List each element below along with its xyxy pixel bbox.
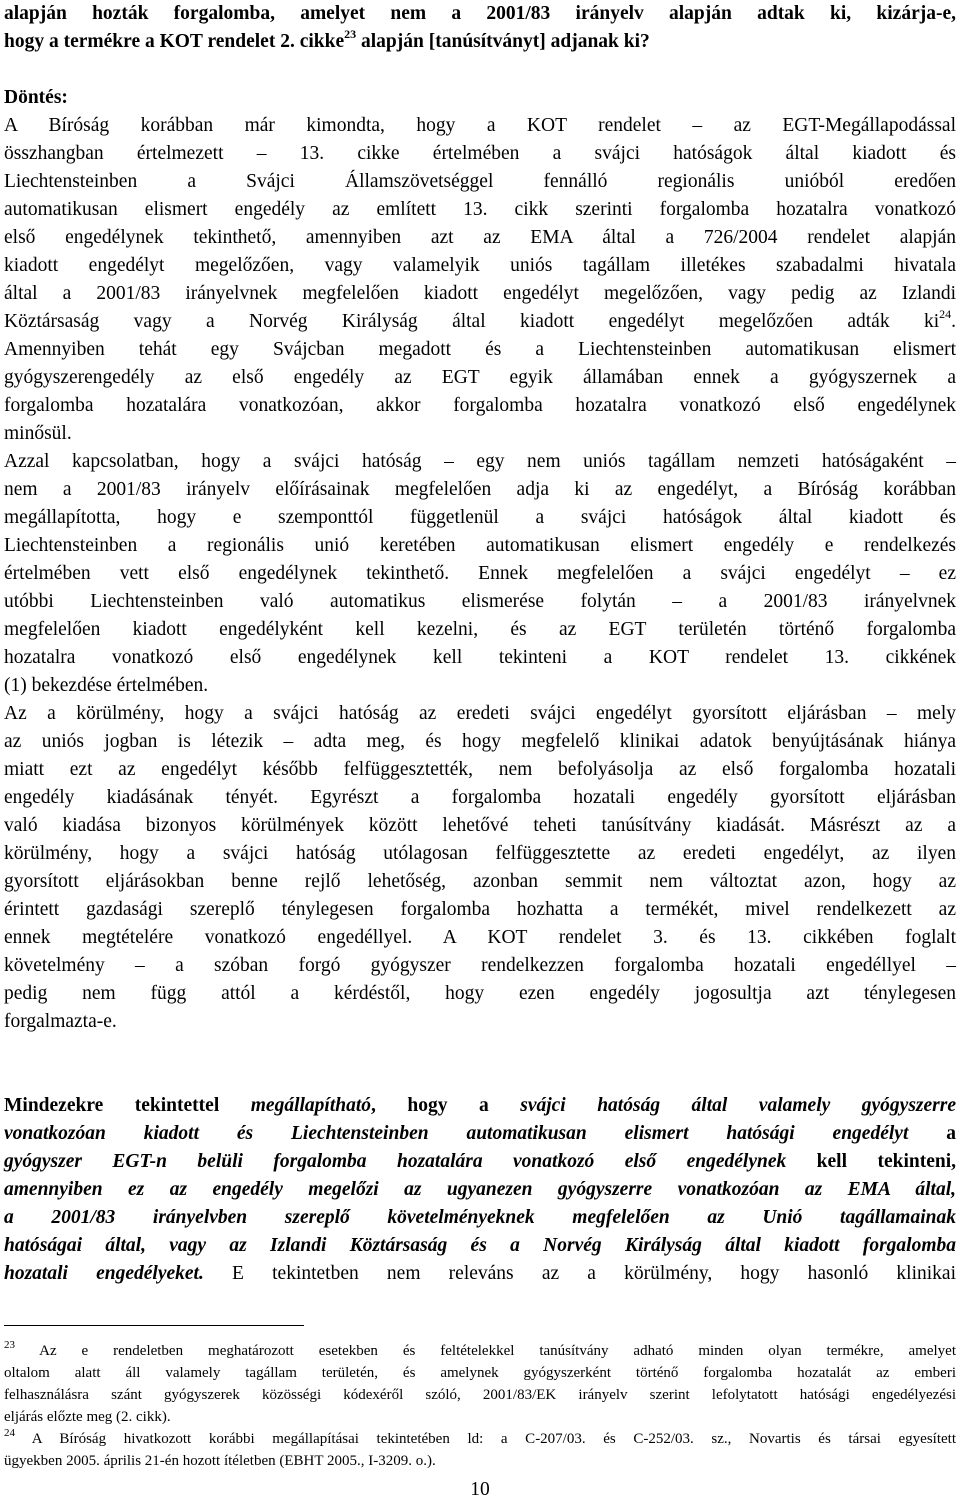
- paragraph-line: minősül.: [4, 423, 72, 444]
- text-span: hozatali engedélyeket.: [4, 1263, 204, 1284]
- footnote-23-line: [4, 1340, 956, 1362]
- text-span: alapján [tanúsítványt] adjanak ki?: [356, 31, 650, 52]
- text-span: hogy a termékre a KOT rendelet 2. cikke: [4, 31, 345, 52]
- paragraph-line: összhangban értelmezett – 13. cikke értelmében a svájci hatóságok által kiadott és: [4, 143, 956, 164]
- paragraph-line: engedély kiadásának tényét. Egyrészt a forgalomba hozatali engedély gyorsított eljárásban: [4, 787, 956, 808]
- text-span: Köztársaság vagy a Norvég Királyság által kiadott engedélyt megelőzően adták ki: [4, 311, 940, 332]
- paragraph-line: hozatalra vonatkozó első engedélynek kell tekinteni a KOT rendelet 13. cikkének: [4, 647, 956, 668]
- text-span: A Bíróság hivatkozott korábbi megállapításai tekintetében ld: a C-207/03. és C-252/03. sz., Novartis és társai egyesített: [15, 1431, 956, 1447]
- text-span: E tekintetben nem releváns az a körülmény, hogy hasonló klinikai: [203, 1263, 956, 1284]
- summary-line: [4, 1260, 956, 1288]
- question-line: [4, 0, 956, 28]
- footnote-23-line: eljárás előzte meg (2. cikk).: [4, 1409, 171, 1425]
- paragraph-line: forgalomba hozatalára vonatkozóan, akkor forgalomba hozatalra vonatkozó első engedélynek: [4, 395, 956, 416]
- text-span: .: [951, 311, 956, 332]
- footnote-ref-23[interactable]: 23: [344, 27, 357, 41]
- paragraph-line: által a 2001/83 irányelvnek megfelelően kiadott engedélyt megelőzően, vagy pedig az Izlandi: [4, 283, 956, 304]
- summary-line: [4, 1120, 956, 1148]
- paragraph-line: első engedélynek tekinthető, amennyiben azt az EMA által a 726/2004 rendelet alapján: [4, 227, 956, 248]
- paragraph-line: pedig nem függ attól a kérdéstől, hogy ezen engedély jogosultja azt ténylegesen: [4, 983, 956, 1004]
- paragraph-line: nem a 2001/83 irányelv előírásainak megfelelően adja ki az engedélyt, a Bíróság korábban: [4, 479, 956, 500]
- paragraph-line: Liechtensteinben a regionális unió keretében automatikusan elismert engedély e rendelkezés: [4, 535, 956, 556]
- text-span: vonatkozóan kiadott és Liechtensteinben automatikusan elismert hatósági engedélyt: [4, 1123, 909, 1144]
- paragraph-line: Azzal kapcsolatban, hogy a svájci hatóság – egy nem uniós tagállam nemzeti hatóságaként –: [4, 451, 956, 472]
- footnote-number: 23: [4, 1339, 15, 1351]
- section-heading: Döntés:: [4, 87, 68, 108]
- paragraph-line: A Bíróság korábban már kimondta, hogy a KOT rendelet – az EGT-Megállapodással: [4, 115, 956, 136]
- text-span: kell tekinteni,: [786, 1151, 957, 1172]
- summary-line: hatóságai által, vagy az Izlandi Köztársaság és a Norvég Királyság által kiadott forgalomba: [4, 1235, 956, 1256]
- footnote-24-line: ügyekben 2005. április 21-én hozott ítéletben (EBHT 2005., I-3209. o.).: [4, 1453, 436, 1469]
- summary-line: a 2001/83 irányelvben szereplő követelményeknek megfelelően az Unió tagállamainak: [4, 1207, 956, 1228]
- text-span: a: [908, 1123, 957, 1144]
- text-span: alapján hozták forgalomba, amelyet nem a 2001/83 irányelv alapján adtak ki, kizárja-e,: [4, 3, 956, 24]
- paragraph-line: Liechtensteinben a Svájci Államszövetséggel fennálló regionális unióból eredően: [4, 171, 956, 192]
- page-number: 10: [470, 1479, 490, 1500]
- text-span: gyógyszer EGT-n belüli forgalomba hozatalára vonatkozó első engedélynek: [4, 1151, 787, 1172]
- footnote-23-line: felhasználásra szánt gyógyszerek közösségi kódexéről szóló, 2001/83/EK irányelv szerint lefolytatott hatósági engedélyezési: [4, 1387, 956, 1403]
- summary-line: [4, 1148, 956, 1176]
- paragraph-line: utóbbi Liechtensteinben való automatikus elismerése folytán – a 2001/83 irányelvnek: [4, 591, 956, 612]
- paragraph-line: megfelelően kiadott engedélyként kell kezelni, és az EGT területén történő forgalomba: [4, 619, 956, 640]
- paragraph-line: (1) bekezdése értelmében.: [4, 675, 209, 696]
- summary-line: [4, 1092, 956, 1120]
- paragraph-line: gyógyszerengedély az első engedély az EGT egyik államában ennek a gyógyszernek a: [4, 367, 956, 388]
- footnote-23-line: oltalom alatt áll valamely tagállam területén, és amelynek gyógyszerként történő forgalomba hozatalát az emberi: [4, 1365, 956, 1381]
- paragraph-line: forgalmazta-e.: [4, 1011, 117, 1032]
- footnote-number: 24: [4, 1427, 15, 1439]
- paragraph-line: körülmény, hogy a svájci hatóság utólagosan felfüggesztette az eredeti engedélyt, az ilyen: [4, 843, 956, 864]
- paragraph-line: kiadott engedélyt megelőzően, vagy valamelyik uniós tagállam illetékes szabadalmi hivatala: [4, 255, 956, 276]
- paragraph-line: [4, 308, 956, 336]
- paragraph-line: érintett gazdasági szereplő ténylegesen forgalomba hozhatta a termékét, mivel rendelkezett az: [4, 899, 956, 920]
- paragraph-line: miatt ezt az engedélyt később felfüggesztették, nem befolyásolja az első forgalomba hozatali: [4, 759, 956, 780]
- summary-line: amennyiben ez az engedély megelőzi az ugyanezen gyógyszerre vonatkozóan az EMA által,: [4, 1179, 956, 1200]
- paragraph-line: megállapította, hogy e szemponttól függetlenül a svájci hatóságok által kiadott és: [4, 507, 956, 528]
- paragraph-line: Amennyiben tehát egy Svájcban megadott és a Liechtensteinben automatikusan elismert: [4, 339, 956, 360]
- text-span: megállapítható: [250, 1095, 372, 1116]
- question-line: [4, 28, 956, 56]
- paragraph-line: az uniós jogban is létezik – adta meg, és hogy megfelelő klinikai adatok benyújtásának hiánya: [4, 731, 956, 752]
- footnote-separator: [4, 1325, 304, 1326]
- paragraph-line: való kiadása bizonyos körülmények között lehetővé teheti tanúsítvány kiadását. Másrészt az a: [4, 815, 956, 836]
- paragraph-line: értelmében vett első engedélynek tekinthető. Ennek megfelelően a svájci engedélyt – ez: [4, 563, 956, 584]
- paragraph-line: automatikusan elismert engedély az említett 13. cikk szerinti forgalomba hozatalra vonatkozó: [4, 199, 956, 220]
- paragraph-line: követelmény – a szóban forgó gyógyszer rendelkezzen forgalomba hozatali engedéllyel –: [4, 955, 956, 976]
- paragraph-line: Az a körülmény, hogy a svájci hatóság az eredeti svájci engedélyt gyorsított eljárásban – mely: [4, 703, 956, 724]
- paragraph-line: ennek megtételére vonatkozó engedéllyel. A KOT rendelet 3. és 13. cikkében foglalt: [4, 927, 956, 948]
- text-span: Az e rendeletben meghatározott esetekben és feltételekkel tanúsítvány adható minden olyan termékre, amelyet: [15, 1343, 956, 1359]
- text-span: Mindezekre tekintettel: [4, 1095, 251, 1116]
- text-span: , hogy a: [371, 1095, 521, 1116]
- text-span: svájci hatóság által valamely gyógyszerre: [520, 1095, 956, 1116]
- footnote-ref-24[interactable]: 24: [939, 307, 952, 321]
- footnote-24-line: [4, 1428, 956, 1450]
- paragraph-line: gyorsított eljárásokban benne rejlő lehetőség, azonban semmit nem változtat azon, hogy az: [4, 871, 956, 892]
